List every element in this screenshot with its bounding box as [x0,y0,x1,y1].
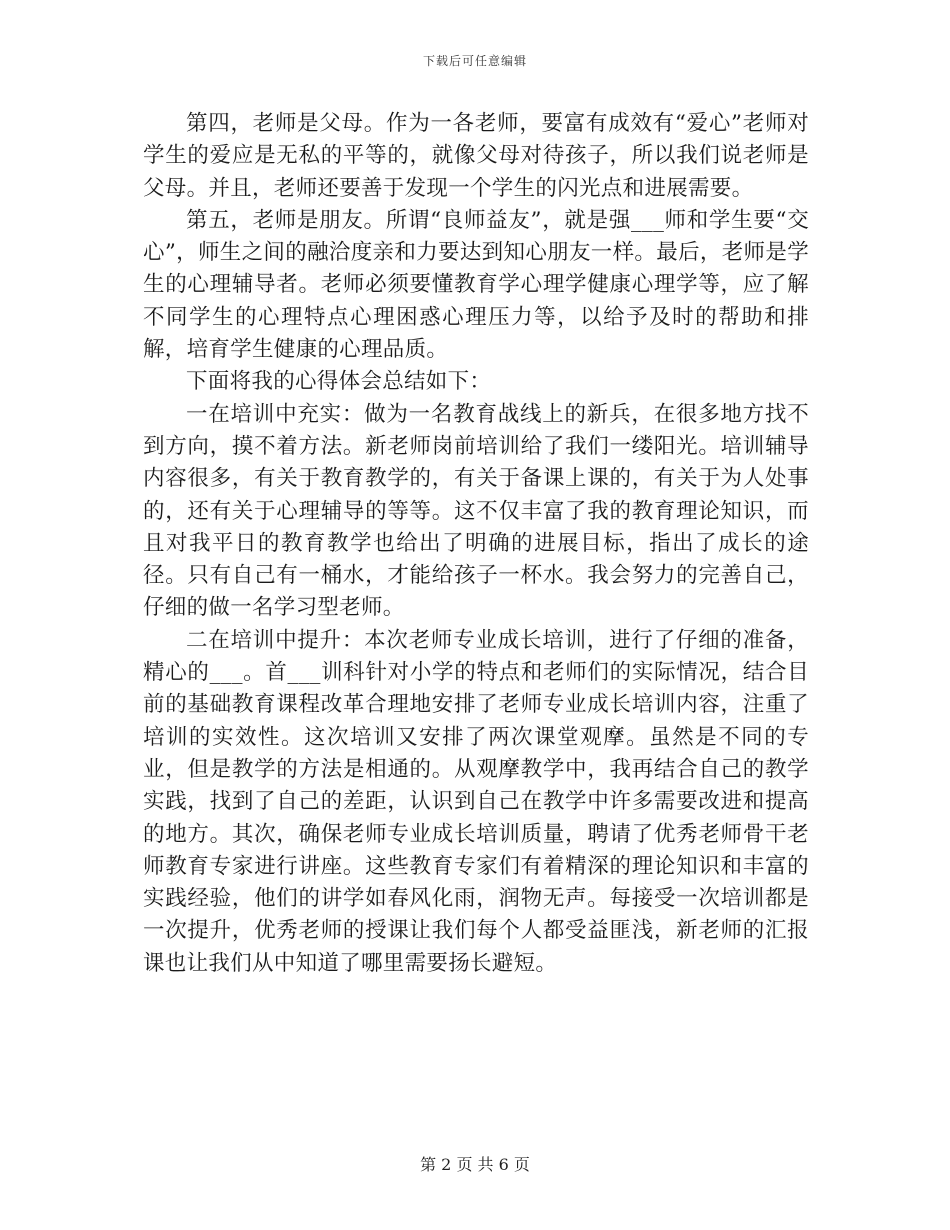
paragraph-improvement: 二在培训中提升：本次老师专业成长培训，进行了仔细的准备，精心的___。首___训科针对小学的特点和老师们的实际情况，结合目前的基础教育课程改革合理地安排了老师专业成长培训内容，注重了培训的实效性。这次培训又安排了两次课堂观摩。虽然是不同的专业，但是教学的方法是相通的。从观摩教学中，我再结合自己的教学实践，找到了自己的差距，认识到自己在教学中许多需要改进和提高的地方。其次，确保老师专业成长培训质量，聘请了优秀老师骨干老师教育专家进行讲座。这些教育专家们有着精深的理论知识和丰富的实践经验，他们的讲学如春风化雨，润物无声。每接受一次培训都是一次提升，优秀老师的授课让我们每个人都受益匪浅，新老师的汇报课也让我们从中知道了哪里需要扬长避短。 [143,627,809,976]
page-header: 下载后可任意编辑 [422,54,527,68]
paragraph-teacher-as-parent: 第四，老师是父母。作为一各老师，要富有成效有“爱心”老师对学生的爱应是无私的平等的，就像父母对待孩子，所以我们说老师是父母。并且，老师还要善于发现一个学生的闪光点和进展需要。 [143,111,809,201]
paragraph-enrichment: 一在培训中充实：做为一名教育战线上的新兵，在很多地方找不到方向，摸不着方法。新老师岗前培训给了我们一缕阳光。培训辅导内容很多，有关于教育教学的，有关于备课上课的，有关于为人处事的，还有关于心理辅导的等等。这不仅丰富了我的教育理论知识，而且对我平日的教育教学也给出了明确的进展目标，指出了成长的途径。只有自己有一桶水，才能给孩子一杯水。我会努力的完善自己，仔细的做一名学习型老师。 [143,401,809,621]
page-number: 第 2 页 共 6 页 [420,1155,530,1174]
document-body [143,108,809,980]
paragraph-teacher-as-friend: 第五，老师是朋友。所谓“良师益友”，就是强___师和学生要“交心”，师生之间的融洽度亲和力要达到知心朋友一样。最后，老师是学生的心理辅导者。老师必须要懂教育学心理学健康心理学等，应了解不同学生的心理特点心理困惑心理压力等，以给予及时的帮助和排解，培育学生健康的心理品质。 [143,207,809,363]
paragraph-summary-intro: 下面将我的心得体会总结如下： [186,369,492,395]
